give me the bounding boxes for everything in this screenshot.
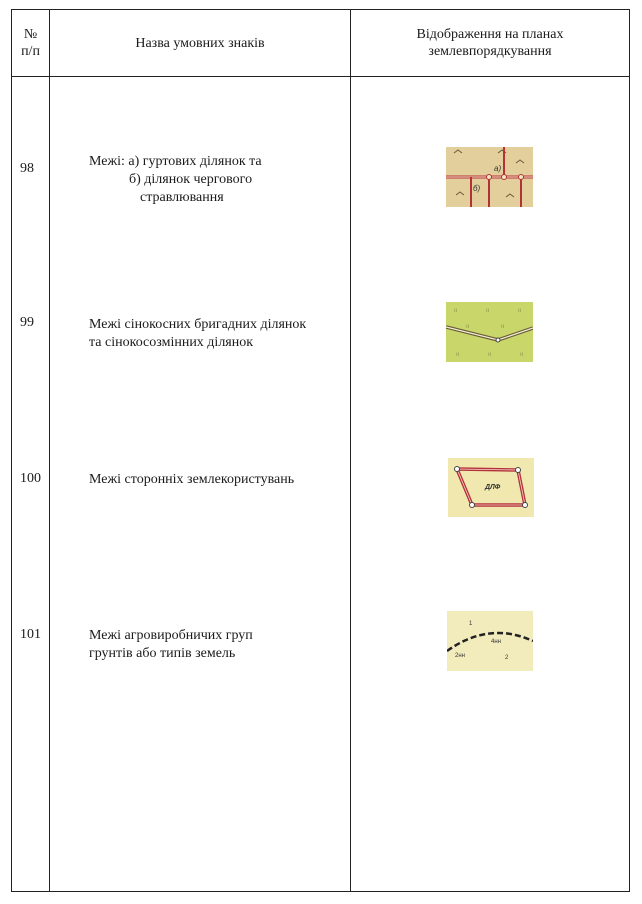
row-name-line: Межі агровиробничих груп [89, 628, 253, 643]
header-name [50, 10, 350, 76]
row-name [89, 153, 262, 207]
hayfield-boundary-symbol [446, 302, 533, 362]
svg-text:ıı: ıı [466, 324, 470, 330]
row-number: 101 [20, 627, 41, 642]
header-number-abbr: п/п [21, 44, 40, 59]
header-number-symbol: № [23, 27, 38, 42]
row-name-line: Межі сторонніх землекористувань [89, 472, 295, 487]
svg-text:ıı: ıı [518, 308, 522, 314]
symbol-label-a: а) [494, 164, 502, 173]
svg-text:ıı: ıı [486, 308, 490, 314]
svg-text:ıı: ıı [520, 352, 524, 358]
row-name [89, 471, 294, 489]
header-display [351, 10, 629, 76]
symbol-label-dlf: ДЛФ [485, 484, 501, 491]
row-name-line: Межі: а) гуртових ділянок та [89, 154, 262, 169]
svg-text:ıı: ıı [456, 352, 460, 358]
row-name-line: Межі сінокосних бригадних ділянок [89, 317, 307, 332]
column-divider-2 [350, 10, 351, 891]
row-number: 98 [20, 161, 34, 176]
agro-soil-group-boundary-symbol [447, 611, 533, 671]
row-name-line: стравлювання [140, 190, 224, 205]
header-number [12, 10, 49, 76]
row-name-line: та сінокосозмінних ділянок [89, 335, 254, 350]
header-display-line1: Відображення на планах [416, 27, 564, 42]
herd-plot-boundary-symbol [446, 147, 533, 207]
header-display-line2: землевпорядкування [428, 44, 552, 59]
symbol-label: 1 [469, 621, 473, 627]
column-divider-1 [49, 10, 50, 891]
row-name [89, 627, 253, 663]
svg-text:ıı: ıı [501, 324, 505, 330]
symbol-label: 4нн [491, 639, 501, 645]
third-party-land-use-boundary-symbol [448, 458, 534, 517]
svg-text:ıı: ıı [488, 352, 492, 358]
header-divider [12, 76, 629, 77]
symbol-label-b: б) [473, 184, 481, 193]
row-number: 99 [20, 315, 34, 330]
header-name-label: Назва умовних знаків [135, 35, 265, 51]
row-name [89, 316, 306, 352]
symbol-label: 2нн [455, 653, 465, 659]
row-name-line: б) ділянок чергового [129, 172, 253, 187]
symbol-label: 2 [505, 655, 509, 661]
row-name-line: грунтів або типів земель [89, 646, 236, 661]
svg-text:ıı: ıı [454, 308, 458, 314]
row-number: 100 [20, 471, 41, 486]
legend-table [11, 9, 630, 892]
